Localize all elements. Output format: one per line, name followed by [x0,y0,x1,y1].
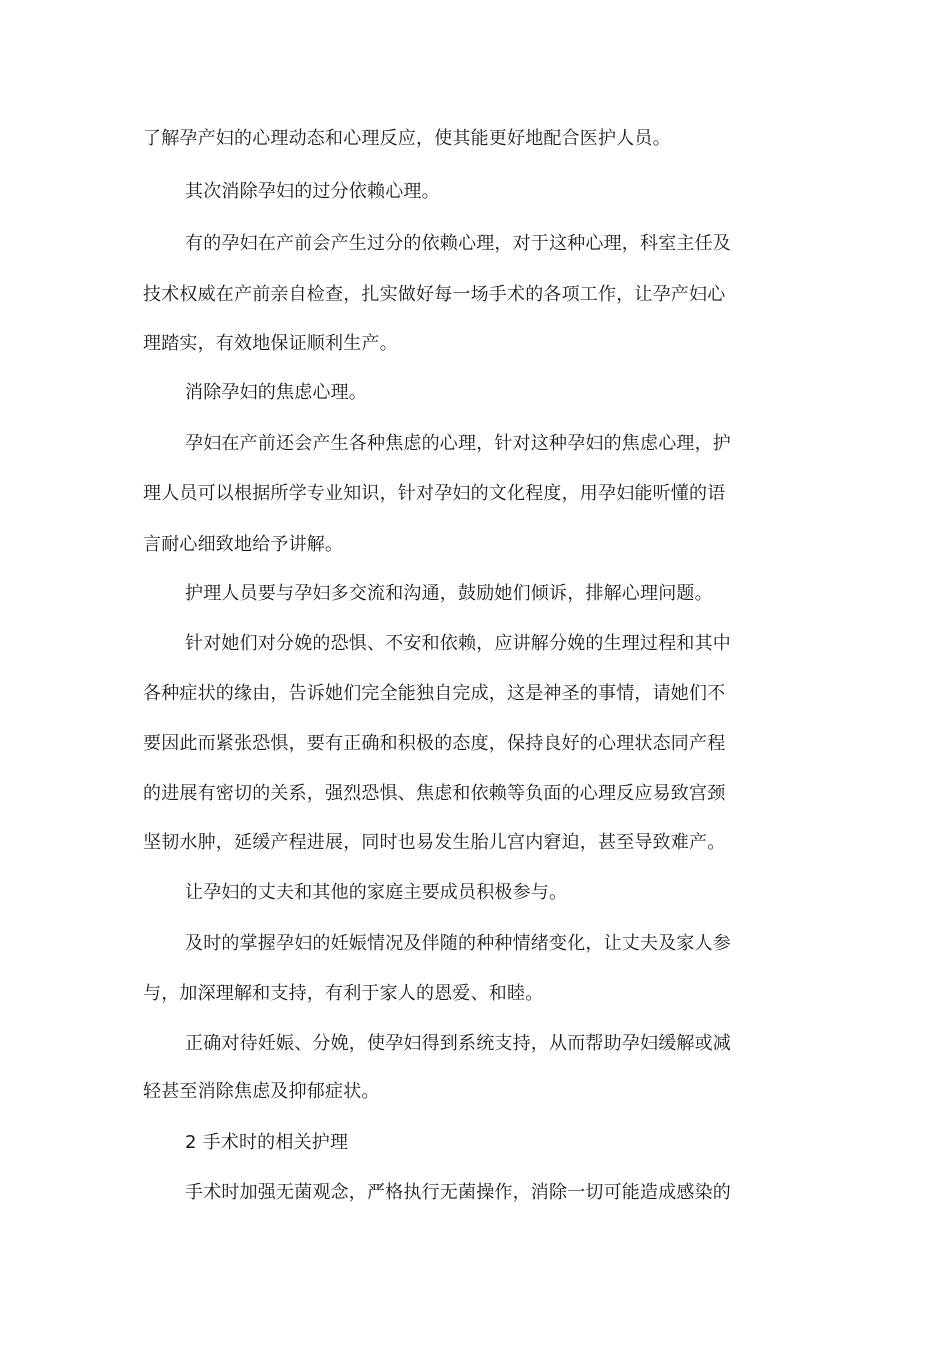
text-line-22: 手术时加强无菌观念，严格执行无菌操作，消除一切可能造成感染的 [185,1182,731,1203]
text-line-20: 轻甚至消除焦虑及抑郁症状。 [143,1081,380,1102]
section-heading: 2 手术时的相关护理 [185,1132,349,1153]
text-line-8: 理人员可以根据所学专业知识，针对孕妇的文化程度，用孕妇能听懂的语 [143,483,726,504]
text-line-14: 的进展有密切的关系，强烈恐惧、焦虑和依赖等负面的心理反应易致宫颈 [143,783,726,804]
text-line-9: 言耐心细致地给予讲解。 [143,534,344,555]
text-line-5: 理踏实，有效地保证顺利生产。 [143,333,398,354]
paragraph-heading: 让孕妇的丈夫和其他的家庭主要成员积极参与。 [185,882,568,903]
text-line-11: 针对她们对分娩的恐惧、不安和依赖，应讲解分娩的生理过程和其中 [185,633,731,654]
text-line-19: 正确对待妊娠、分娩，使孕妇得到系统支持，从而帮助孕妇缓解或减 [185,1033,731,1054]
text-line-1: 了解孕产妇的心理动态和心理反应，使其能更好地配合医护人员。 [143,128,671,149]
paragraph-heading: 消除孕妇的焦虑心理。 [185,382,367,403]
text-line-18: 与，加深理解和支持，有利于家人的恩爱、和睦。 [143,983,544,1004]
text-line-13: 要因此而紧张恐惧，要有正确和积极的态度，保持良好的心理状态同产程 [143,733,726,754]
text-line-15: 坚韧水肿，延缓产程进展，同时也易发生胎儿宫内窘迫，甚至导致难产。 [143,832,726,853]
text-line-17: 及时的掌握孕妇的妊娠情况及伴随的种种情绪变化，让丈夫及家人参 [185,933,731,954]
text-line-3: 有的孕妇在产前会产生过分的依赖心理，对于这种心理，科室主任及 [185,233,731,254]
text-line-7: 孕妇在产前还会产生各种焦虑的心理，针对这种孕妇的焦虑心理，护 [185,433,731,454]
text-line-12: 各种症状的缘由，告诉她们完全能独自完成，这是神圣的事情，请她们不 [143,683,726,704]
text-line-4: 技术权威在产前亲自检查，扎实做好每一场手术的各项工作，让孕产妇心 [143,284,726,305]
paragraph-heading: 其次消除孕妇的过分依赖心理。 [185,181,440,202]
text-line-10: 护理人员要与孕妇多交流和沟通，鼓励她们倾诉，排解心理问题。 [185,583,713,604]
